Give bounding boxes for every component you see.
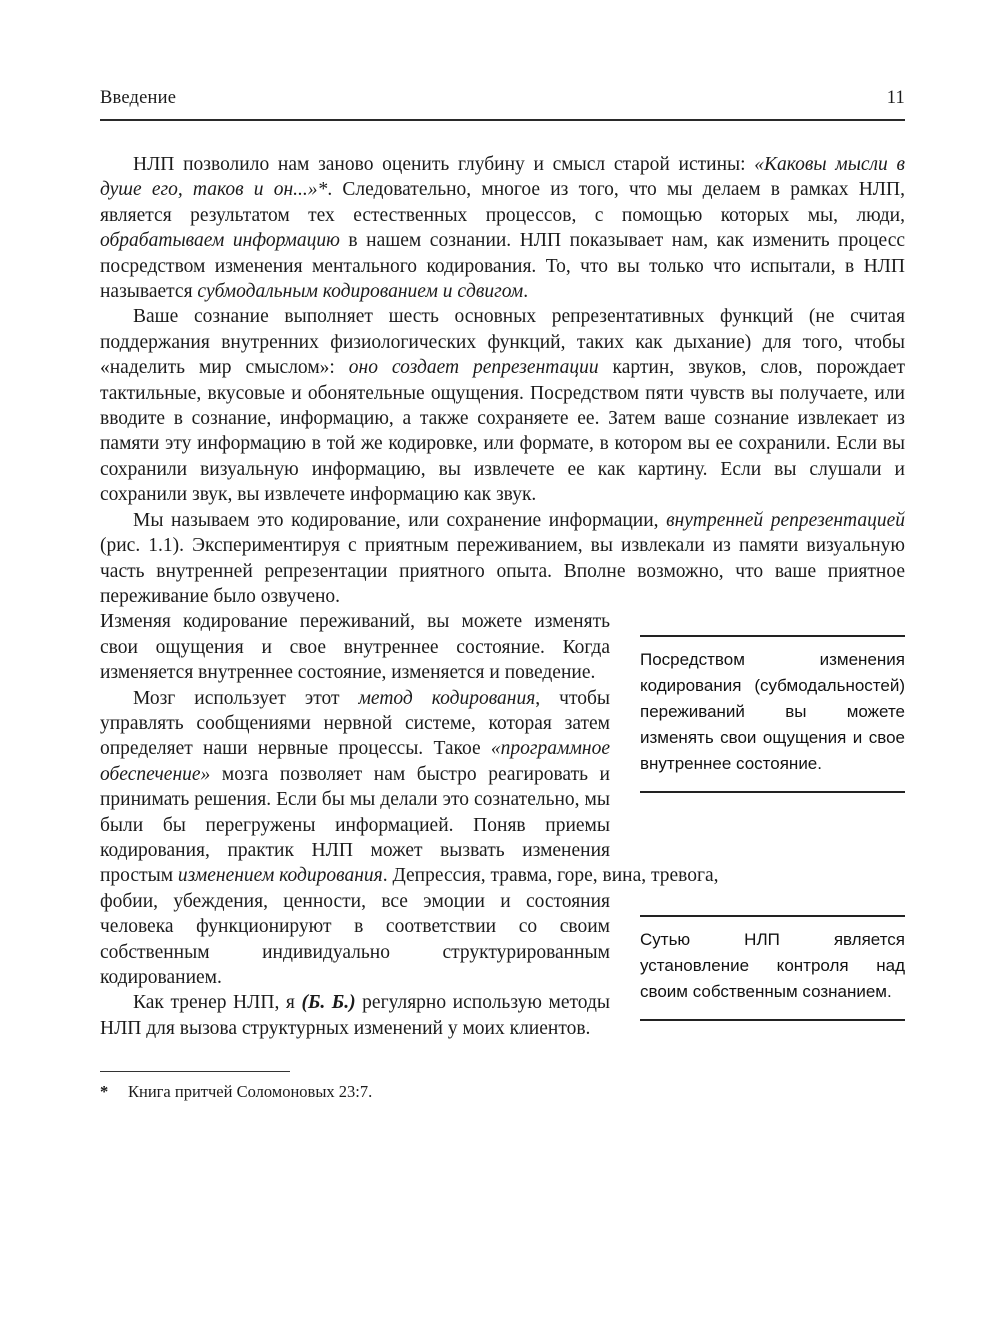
pull-quote-2 (640, 915, 905, 1021)
page-body (100, 152, 905, 1041)
page-number: 11 (886, 88, 905, 108)
paragraph-4: Мозг использует этот метод кодирования, чтобы управлять сообщениями нервной системе, которая затем определяет наши нервные процессы. Такое «программное обеспечение» мозга позволяет нам быстро реагировать и принимать решения. Если бы мы делали это сознательно, мы были бы перегружены информацией. Поняв приемы кодирования, практик НЛП может вызвать изменения простым изменением кодирования. Депрессия, травма, горе, вина, тревога, (100, 687, 719, 887)
paragraph-4-continued: фобии, убеждения, ценности, все эмоции и состояния человека функционируют в соответствии со своим собственным индивидуально структурированным кодированием. (100, 890, 610, 988)
pull-quote-1 (640, 635, 905, 793)
footnote (100, 1071, 905, 1103)
paragraph-2: Ваше сознание выполняет шесть основных репрезентативных функций (не считая поддержания внутренних физиологических функций, таких как дыхание) для того, чтобы «наделить мир смыслом»: оно создает репрезентации картин, звуков, слов, порождает тактильные, вкусовые и обонятельные ощущения. Посредством пяти чувств вы получаете, или вводите в сознание, информацию, а также сохраняете ее. Затем ваше сознание извлекает из памяти эту информацию в той же кодировке, или формате, в котором вы ее сохранили. Если вы сохранили визуальную информацию, вы извлечете ее как картину. Если вы слушали и сохранили звук, вы извлечете информацию как звук. (100, 306, 905, 506)
paragraph-3-continued: Изменяя кодирование переживаний, вы можете изменять свои ощущения и свое внутреннее состояние. Когда изменяется внутреннее состояние, изменяется и поведение. (100, 611, 610, 684)
footnote-line (100, 1081, 905, 1103)
paragraph-5: Как тренер НЛП, я (Б. Б.) регулярно использую методы НЛП для вызова структурных изменений у моих клиентов. (100, 992, 610, 1039)
pull-quote-text: Сутью НЛП является установление контроля над своим собственным сознанием. (640, 929, 905, 1001)
page-header (100, 88, 905, 121)
footnote-text: Книга притчей Соломоновых 23:7. (128, 1082, 373, 1102)
footnote-marker: * (100, 1082, 109, 1102)
footnote-divider (100, 1071, 290, 1072)
section-title: Введение (100, 88, 177, 108)
paragraph-3: Мы называем это кодирование, или сохранение информации, внутренней репрезентацией (рис. 1.1). Экспериментируя с приятным переживанием, вы извлекали из памяти визуальную часть внутренней репрезентации приятного опыта. Вполне возможно, что ваше приятное переживание было озвучено. (100, 509, 905, 607)
paragraph-1: НЛП позволило нам заново оценить глубину и смысл старой истины: «Каковы мысли в душе его, таков и он...»*. Следовательно, многое из того, что мы делаем в рамках НЛП, является результатом тех естественных процессов, с помощью которых мы, люди, обрабатываем информацию в нашем сознании. НЛП показывает нам, как изменить процесс посредством изменения ментального кодирования. То, что вы только что испытали, в НЛП называется субмодальным кодированием и сдвигом. (100, 154, 906, 303)
pull-quote-text: Посредством изменения кодирования (субмодальностей) переживаний вы можете изменять свои ощущения и свое внутреннее состояние. (640, 650, 905, 774)
